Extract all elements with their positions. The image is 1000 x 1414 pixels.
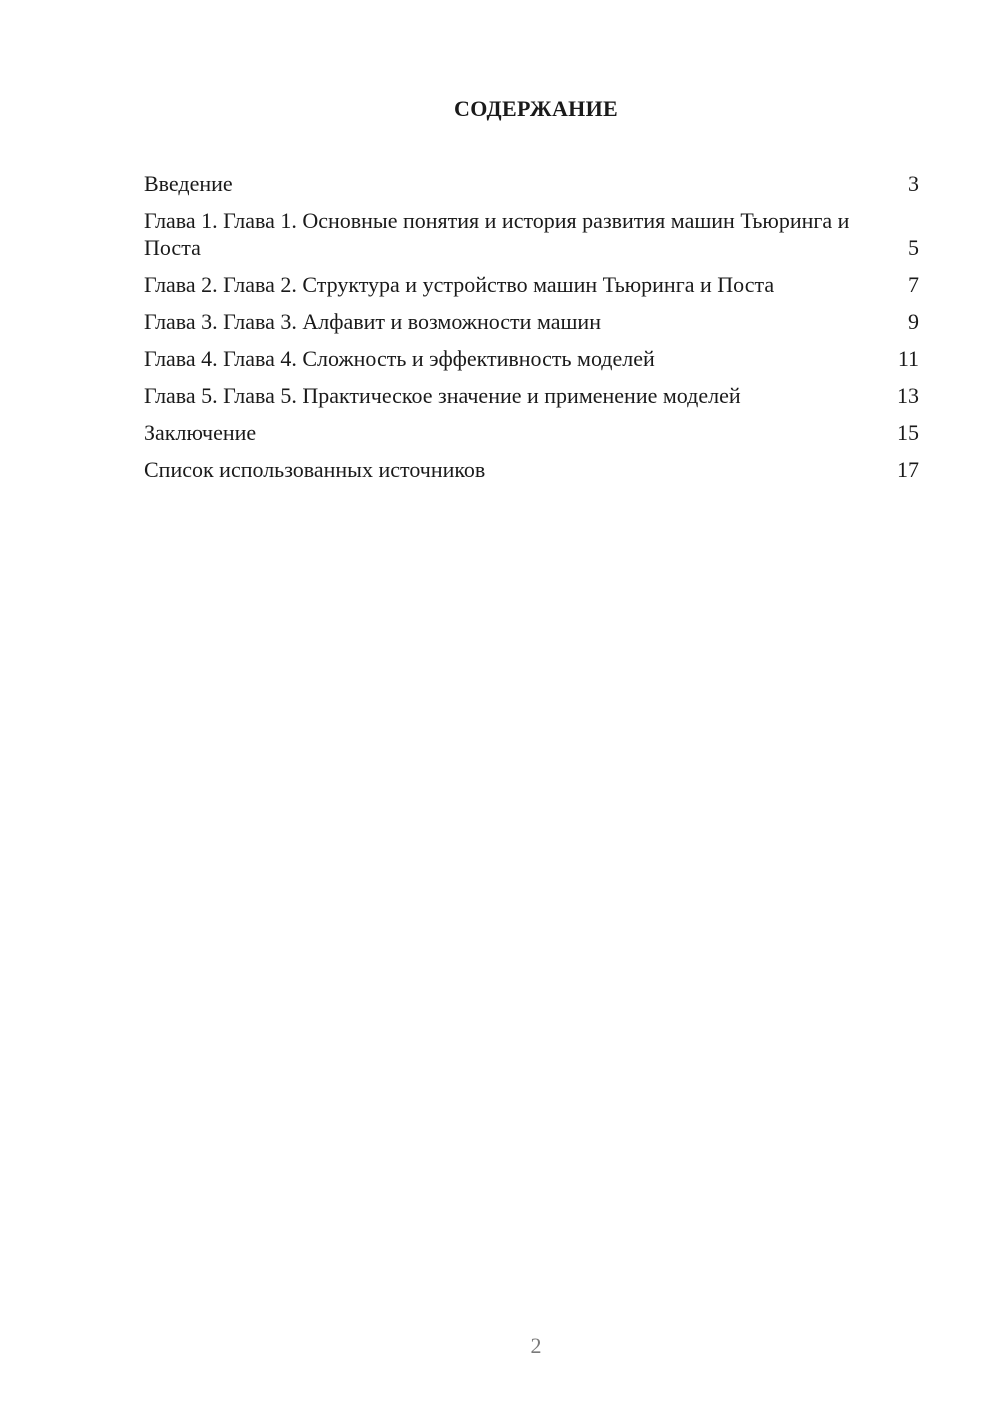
toc-entry-text: Список использованных источников — [144, 457, 486, 482]
toc-entry-text: Глава 4. Глава 4. Сложность и эффективность моделей — [144, 346, 655, 371]
toc-entry-page: 15 — [897, 420, 919, 445]
toc-entry-page: 13 — [897, 383, 919, 408]
toc-entry-references[interactable] — [144, 456, 919, 483]
page-title: СОДЕРЖАНИЕ — [454, 96, 618, 121]
toc-entry-conclusion[interactable] — [144, 419, 919, 446]
toc-entry-chapter-5[interactable] — [144, 382, 919, 409]
page-number: 2 — [530, 1333, 542, 1358]
toc-entry-page: 17 — [897, 457, 919, 482]
toc-entry-chapter-4[interactable] — [144, 345, 919, 372]
toc-entry-text: Заключение — [144, 420, 257, 445]
toc-entry-page: 5 — [908, 235, 919, 260]
toc-entry-text: Введение — [144, 171, 233, 196]
toc-entry-text: Глава 3. Глава 3. Алфавит и возможности машин — [144, 309, 601, 334]
table-of-contents — [144, 170, 919, 493]
toc-entry-chapter-3[interactable] — [144, 308, 919, 335]
toc-entry-text: Глава 1. Глава 1. Основные понятия и история развития машин Тьюринга и Поста — [144, 208, 850, 260]
toc-entry-text: Глава 5. Глава 5. Практическое значение и применение моделей — [144, 383, 741, 408]
toc-entry-text: Глава 2. Глава 2. Структура и устройство машин Тьюринга и Поста — [144, 272, 775, 297]
toc-entry-page: 7 — [908, 272, 919, 297]
toc-entry-page: 9 — [908, 309, 919, 334]
toc-entry-chapter-2[interactable] — [144, 271, 919, 298]
toc-entry-chapter-1[interactable] — [144, 207, 919, 261]
toc-entry-page: 11 — [897, 346, 919, 371]
toc-entry-page: 3 — [908, 171, 919, 196]
toc-entry-introduction[interactable] — [144, 170, 919, 197]
